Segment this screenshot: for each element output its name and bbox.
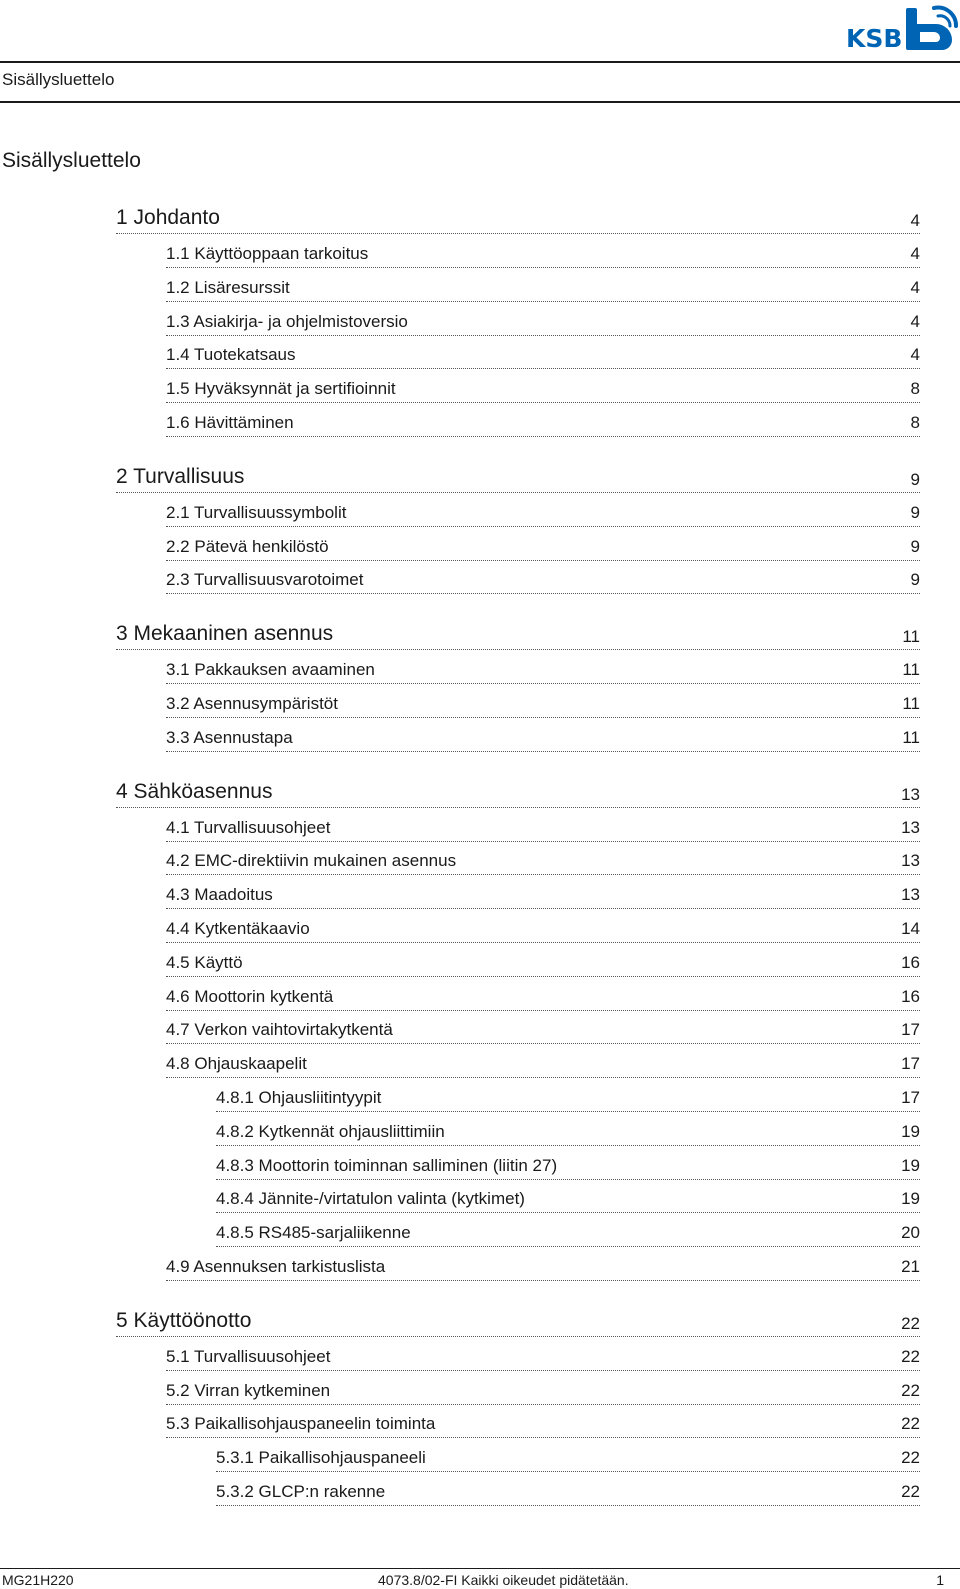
section-label: Sisällysluettelo <box>2 70 115 89</box>
toc-entry-page: 17 <box>901 1020 920 1040</box>
toc-entry-label: 2 Turvallisuus <box>116 464 245 488</box>
toc-section-entry[interactable] <box>166 1253 920 1281</box>
toc-entry-page: 22 <box>901 1313 920 1333</box>
toc-entry-label: 4.8.2 Kytkennät ohjausliittimiin <box>216 1121 445 1141</box>
ksb-logo <box>846 4 958 52</box>
toc-section-entry[interactable] <box>166 341 920 369</box>
toc-section-entry[interactable] <box>166 1016 920 1044</box>
toc-entry-page: 9 <box>910 469 920 489</box>
toc-entry-page: 13 <box>901 851 920 871</box>
toc-entry-label: 1.1 Käyttöoppaan tarkoitus <box>166 244 369 263</box>
toc-subsection-entry[interactable] <box>216 1478 920 1506</box>
toc-entry-label: 4.9 Asennuksen tarkistuslista <box>166 1257 386 1276</box>
header-rule-top <box>0 61 960 63</box>
toc-entry-label: 3 Mekaaninen asennus <box>116 622 334 646</box>
toc-entry-page: 20 <box>901 1223 920 1243</box>
toc-chapter-entry[interactable] <box>116 619 920 650</box>
toc-subsection-entry[interactable] <box>216 1084 920 1112</box>
toc-entry-label: 5.3.1 Paikallisohjauspaneeli <box>216 1448 426 1468</box>
toc-chapter-entry[interactable] <box>116 462 920 493</box>
toc-entry-page: 17 <box>901 1088 920 1107</box>
toc-section-entry[interactable] <box>166 375 920 403</box>
toc-entry-label: 4.1 Turvallisuusohjeet <box>166 817 331 837</box>
toc-entry-label: 1.2 Lisäresurssit <box>166 277 290 297</box>
toc-entry-label: 5.3.2 GLCP:n rakenne <box>216 1482 386 1501</box>
toc-title: Sisällysluettelo <box>2 149 141 172</box>
header-rule-bottom <box>0 101 960 103</box>
toc-entry-page: 13 <box>901 885 920 905</box>
toc-entry-page: 19 <box>901 1189 920 1209</box>
toc-entry-page: 22 <box>901 1414 920 1434</box>
toc-entry-label: 5.1 Turvallisuusohjeet <box>166 1346 331 1366</box>
toc-subsection-entry[interactable] <box>216 1152 920 1180</box>
toc-entry-label: 4.6 Moottorin kytkentä <box>166 986 334 1006</box>
toc-entry-page: 13 <box>901 817 920 837</box>
toc-section-entry[interactable] <box>166 566 920 594</box>
toc-entry-label: 4.8 Ohjauskaapelit <box>166 1054 307 1074</box>
toc-entry-label: 3.2 Asennusympäristöt <box>166 694 338 713</box>
toc-entry-label: 1 Johdanto <box>116 206 220 229</box>
toc-subsection-entry[interactable] <box>216 1185 920 1213</box>
logo-text: KSB <box>846 24 903 52</box>
toc-entry-page: 21 <box>901 1257 920 1276</box>
toc-entry-page: 22 <box>901 1346 920 1366</box>
toc-section-entry[interactable] <box>166 949 920 977</box>
toc-section-entry[interactable] <box>166 690 920 718</box>
toc-entry-label: 4.8.5 RS485-sarjaliikenne <box>216 1223 411 1243</box>
toc-subsection-entry[interactable] <box>216 1219 920 1247</box>
toc-section-entry[interactable] <box>166 915 920 943</box>
toc-entry-label: 1.4 Tuotekatsaus <box>166 345 296 365</box>
toc-entry-label: 4.8.3 Moottorin toiminnan salliminen (liitin 27) <box>216 1155 558 1175</box>
toc-section-entry[interactable] <box>166 499 920 527</box>
toc-section-entry[interactable] <box>166 656 920 684</box>
toc-section-entry[interactable] <box>166 881 920 909</box>
toc-entry-page: 9 <box>910 536 920 556</box>
toc-entry-page: 16 <box>901 952 920 972</box>
toc-section-entry[interactable] <box>166 1377 920 1405</box>
toc-entry-page: 22 <box>901 1380 920 1400</box>
toc-entry-page: 9 <box>910 502 920 522</box>
toc-entry-label: 1.3 Asiakirja- ja ohjelmistoversio <box>166 311 408 331</box>
toc-subsection-entry[interactable] <box>216 1444 920 1472</box>
toc-entry-label: 2.2 Pätevä henkilöstö <box>166 536 329 556</box>
toc-section-entry[interactable] <box>166 814 920 842</box>
toc-entry-label: 4.8.4 Jännite-/virtatulon valinta (kytkimet) <box>216 1189 525 1209</box>
toc-entry-label: 4.4 Kytkentäkaavio <box>166 919 310 938</box>
doc-code: MG21H220 <box>2 1572 74 1588</box>
toc-entry-page: 4 <box>910 277 920 297</box>
toc-entry-page: 19 <box>901 1155 920 1175</box>
toc-section-entry[interactable] <box>166 533 920 561</box>
toc-chapter-entry[interactable] <box>116 1306 920 1337</box>
toc-entry-page: 19 <box>901 1121 920 1141</box>
toc-chapter-entry[interactable] <box>116 203 920 234</box>
toc-entry-page: 11 <box>902 694 920 713</box>
toc-entry-label: 4.7 Verkon vaihtovirtakytkentä <box>166 1020 393 1040</box>
toc-section-entry[interactable] <box>166 240 920 268</box>
toc-entry-label: 5.3 Paikallisohjauspaneelin toiminta <box>166 1414 436 1434</box>
toc-entry-page: 11 <box>902 627 920 647</box>
toc-section-entry[interactable] <box>166 1050 920 1078</box>
toc-entry-label: 5.2 Virran kytkeminen <box>166 1380 331 1400</box>
toc-entry-label: 4.8.1 Ohjausliitintyypit <box>216 1088 382 1107</box>
toc-section-entry[interactable] <box>166 274 920 302</box>
toc-subsection-entry[interactable] <box>216 1118 920 1146</box>
toc-entry-page: 11 <box>902 660 920 680</box>
footer-rule <box>0 1568 960 1569</box>
toc-section-entry[interactable] <box>166 1410 920 1438</box>
toc-entry-page: 17 <box>901 1054 920 1074</box>
toc-section-entry[interactable] <box>166 983 920 1011</box>
toc-entry-label: 4.5 Käyttö <box>166 952 243 972</box>
toc-entry-label: 1.6 Hävittäminen <box>166 413 294 432</box>
toc-entry-label: 3.1 Pakkauksen avaaminen <box>166 660 375 680</box>
ksb-logo-icon <box>846 4 958 52</box>
toc-entry-label: 5 Käyttöönotto <box>116 1308 252 1332</box>
toc-section-entry[interactable] <box>166 724 920 752</box>
toc-entry-page: 14 <box>901 919 920 938</box>
toc-entry-label: 4.3 Maadoitus <box>166 885 273 905</box>
page-number: 1 <box>936 1572 944 1588</box>
toc-entry-label: 2.1 Turvallisuussymbolit <box>166 502 347 522</box>
toc-entry-label: 2.3 Turvallisuusvarotoimet <box>166 570 364 590</box>
toc-entry-label: 3.3 Asennustapa <box>166 727 293 747</box>
toc-section-entry[interactable] <box>166 409 920 437</box>
toc-entry-label: 1.5 Hyväksynnät ja sertifioinnit <box>166 379 396 399</box>
toc-entry-label: 4 Sähköasennus <box>116 779 273 803</box>
toc-entry-page: 22 <box>901 1448 920 1468</box>
toc-entry-page: 4 <box>910 311 920 331</box>
toc-entry-page: 8 <box>910 379 920 399</box>
copyright-notice: 4073.8/02-FI Kaikki oikeudet pidätetään. <box>378 1572 629 1588</box>
toc-section-entry[interactable] <box>166 847 920 875</box>
toc-chapter-entry[interactable] <box>116 777 920 808</box>
toc-entry-page: 4 <box>910 345 920 365</box>
toc-entry-page: 11 <box>902 727 920 747</box>
toc-section-entry[interactable] <box>166 1343 920 1371</box>
toc-entry-page: 4 <box>910 244 920 263</box>
toc-entry-page: 8 <box>910 413 920 432</box>
toc-section-entry[interactable] <box>166 308 920 336</box>
toc-entry-page: 16 <box>901 986 920 1006</box>
toc-entry-page: 9 <box>910 570 920 590</box>
toc-entry-page: 13 <box>901 784 920 804</box>
toc-entry-page: 22 <box>901 1482 920 1501</box>
toc-entry-label: 4.2 EMC-direktiivin mukainen asennus <box>166 851 457 871</box>
toc-entry-page: 4 <box>910 211 920 230</box>
